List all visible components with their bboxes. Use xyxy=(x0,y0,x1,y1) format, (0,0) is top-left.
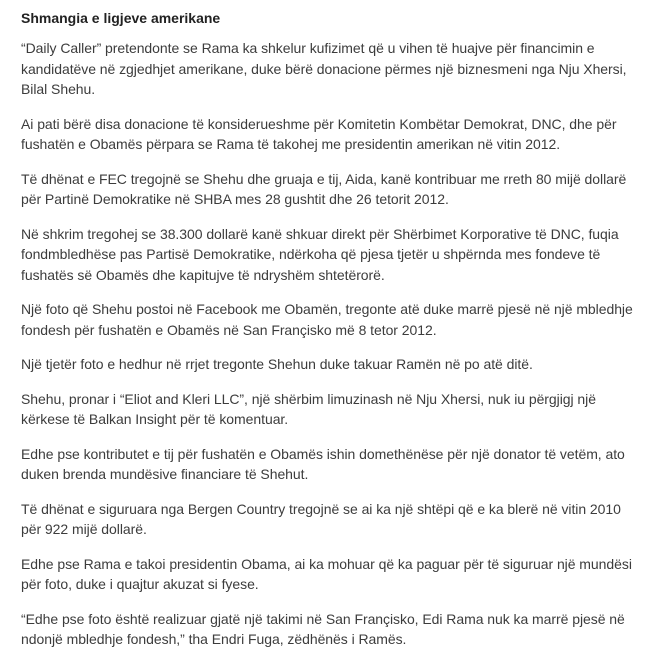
paragraph-facebook-photo: Një foto që Shehu postoi në Facebook me Obamën, tregonte atë duke marrë pjesë në një mbledhje fondesh për fushatën e Obamës në San Françisko më 8 tetor 2012. xyxy=(21,301,633,338)
paragraph-limousine-owner: Shehu, pronar i “Eliot and Kleri LLC”, një shërbim limuzinash në Nju Xhersi, nuk iu përgjigj një kërkese të Balkan Insight për të komentuar. xyxy=(21,390,596,427)
paragraph-bergen-house: Të dhënat e siguruara nga Bergen Country tregojnë se ai ka një shtëpi që e ka blerë në vitin 2010 për 922 mijë dollarë. xyxy=(21,500,621,537)
section-heading: Shmangia e ligjeve amerikane xyxy=(21,10,221,26)
paragraph-contributions: Edhe pse kontributet e tij për fushatën e Obamës ishin domethënëse për një donator të vetëm, ato duken brenda mundësive financiare të Shehut. xyxy=(21,445,625,482)
paragraph-fuga-quote: “Edhe pse foto është realizuar gjatë një takimi në San Françisko, Edi Rama nuk ka marrë pjesë në ndonjë mbledhje fondesh,” tha Endri Fuga, zëdhënës i Ramës. xyxy=(21,610,625,647)
paragraph-donations-dnc: Ai pati bërë disa donacione të konsiderueshme për Komitetin Kombëtar Demokrat, DNC, dhe për fushatën e Obamës përpara se Rama të takohej me presidentin amerikan në vitin 2012. xyxy=(21,115,617,152)
paragraph-second-photo: Një tjetër foto e hedhur në rrjet tregonte Shehun duke takuar Ramën në po atë ditë. xyxy=(21,356,533,372)
paragraph-rama-denial: Edhe pse Rama e takoi presidentin Obama, ai ka mohuar që ka paguar për të siguruar një mundësi për foto, duke i quajtur akuzat si fyese. xyxy=(21,555,632,592)
paragraph-fec-data: Të dhënat e FEC tregojnë se Shehu dhe gruaja e tij, Aida, kanë kontribuar me rreth 80 mijë dollarë për Partinë Demokratike në SHBA mes 28 gushtit dhe 26 tetorit 2012. xyxy=(21,170,627,207)
paragraph-daily-caller-claim: “Daily Caller” pretendonte se Rama ka shkelur kufizimet që u vihen të huajve për financimin e kandidatëve në zgjedhjet amerikane, duke bërë donacione përmes një biznesmeni nga Nju Xhersi, Bilal Shehu. xyxy=(21,40,627,97)
paragraph-corporate-services: Në shkrim tregohej se 38.300 dollarë kanë shkuar direkt për Shërbimet Korporative të DNC, fuqia fondmbledhëse pas Partisë Demokratike, ndërkoha që pjesa tjetër u shpërnda mes fondeve të fushatës së Obamës dhe kapitujve të ndryshëm shtetërorë. xyxy=(21,225,619,283)
